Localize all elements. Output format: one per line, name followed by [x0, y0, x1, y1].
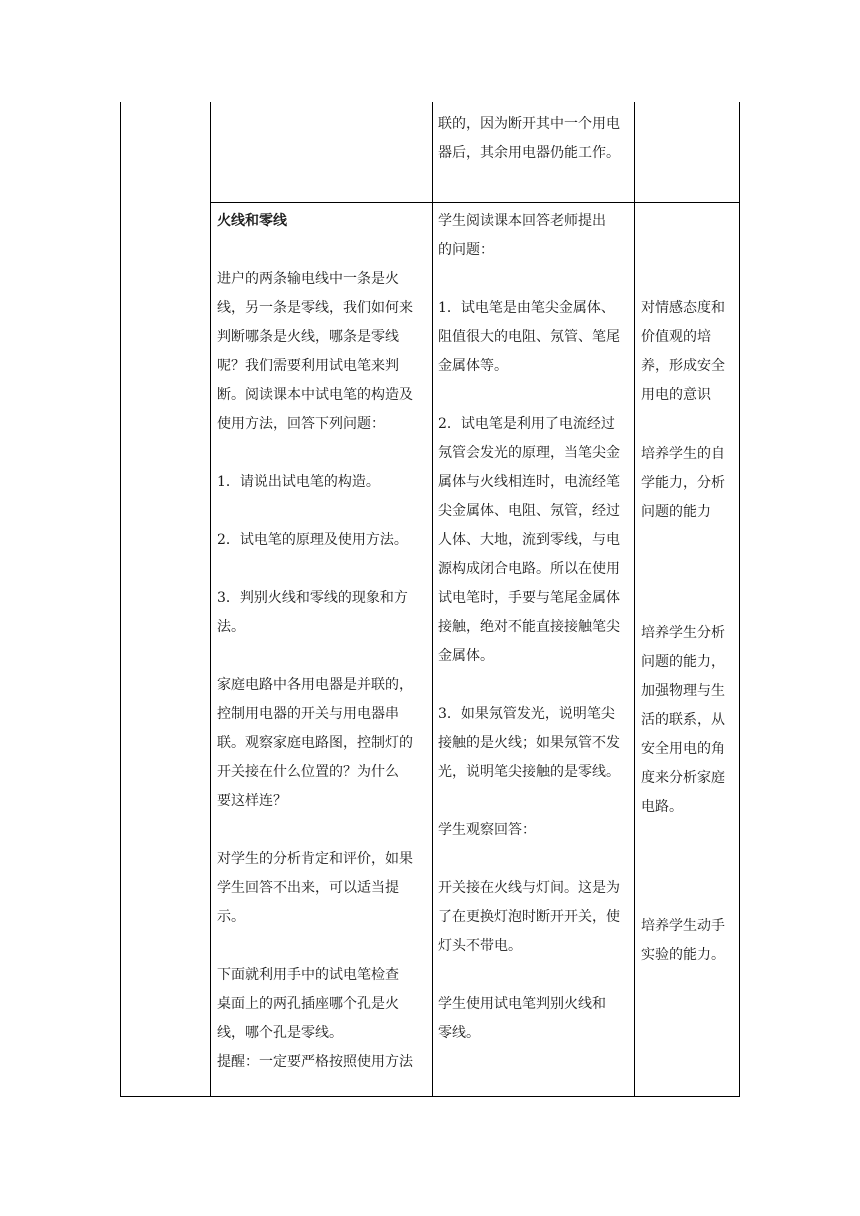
section-title: 火线和零线	[217, 213, 287, 229]
answer-3-line-1: 3．如果氖管发光，说明笔尖	[438, 706, 615, 722]
intro-line-5: 断。阅读课本中试电笔的构造及	[217, 387, 413, 403]
goal-3-line-7: 电路。	[641, 799, 683, 815]
student-intro-line-2: 的问题：	[438, 242, 494, 258]
question-3-line-2: 法。	[217, 619, 245, 635]
switch-line-2: 了在更换灯泡时断开开关，使	[438, 909, 620, 925]
goal-3-line-6: 度来分析家庭	[641, 770, 725, 786]
test-line-1: 下面就利用手中的试电笔检查	[217, 967, 399, 983]
answer-1-line-3: 金属体等。	[438, 358, 508, 374]
table-line-v1	[120, 102, 121, 1097]
intro-line-1: 进户的两条输电线中一条是火	[217, 271, 399, 287]
goal-3-line-5: 安全用电的角	[641, 741, 725, 757]
goal-4-line-2: 实验的能力。	[641, 947, 725, 963]
intro-line-6: 使用方法，回答下列问题：	[217, 416, 385, 432]
switch-line-3: 灯头不带电。	[438, 938, 522, 954]
goal-2-line-3: 问题的能力	[641, 504, 711, 520]
circuit-line-4: 开关接在什么位置的？为什么	[217, 764, 399, 780]
question-1: 1．请说出试电笔的构造。	[217, 474, 380, 490]
circuit-line-3: 联。观察家庭电路图，控制灯的	[217, 735, 413, 751]
intro-line-4: 呢？我们需要利用试电笔来判	[217, 358, 399, 374]
answer-2-line-6: 源构成闭合电路。所以在使用	[438, 561, 620, 577]
answer-3-line-3: 光，说明笔尖接触的是零线。	[438, 764, 620, 780]
goal-2-line-1: 培养学生的自	[641, 446, 725, 462]
answer-2-line-7: 试电笔时，手要与笔尾金属体	[438, 590, 620, 606]
question-2: 2．试电笔的原理及使用方法。	[217, 532, 408, 548]
circuit-line-1: 家庭电路中各用电器是并联的，	[217, 677, 413, 693]
test-line-2: 桌面上的两孔插座哪个孔是火	[217, 996, 399, 1012]
table-line-v5	[739, 102, 740, 1097]
answer-2-line-3: 属体与火线相连时，电流经笔	[438, 474, 620, 490]
switch-line-1: 开关接在火线与灯间。这是为	[438, 880, 620, 896]
row1-line-1: 联的，因为断开其中一个用电	[438, 116, 620, 132]
answer-1-line-2: 阻值很大的电阻、氖管、笔尾	[438, 329, 620, 345]
intro-line-2: 线，另一条是零线，我们如何来	[217, 300, 413, 316]
goal-1-line-2: 价值观的培	[641, 329, 711, 345]
table-line-v2	[210, 102, 211, 1097]
goal-block-1	[641, 294, 737, 410]
goal-3-line-1: 培养学生分析	[641, 625, 725, 641]
answer-2-line-1: 2．试电笔是利用了电流经过	[438, 416, 615, 432]
question-3-line-1: 3．判别火线和零线的现象和方	[217, 590, 408, 606]
intro-line-3: 判断哪条是火线，哪条是零线	[217, 329, 399, 345]
goal-2-line-2: 学能力，分析	[641, 475, 725, 491]
goal-block-2	[641, 440, 737, 527]
evaluate-line-2: 学生回答不出来，可以适当提	[217, 880, 399, 896]
answer-2-line-9: 金属体。	[438, 648, 494, 664]
circuit-line-5: 要这样连？	[217, 793, 287, 809]
test-line-4: 提醒：一定要严格按照使用方法	[217, 1054, 413, 1070]
circuit-line-2: 控制用电器的开关与用电器串	[217, 706, 399, 722]
test-line-3: 线，哪个孔是零线。	[217, 1025, 343, 1041]
table-line-v3	[432, 102, 433, 1097]
answer-1-line-1: 1．试电笔是由笔尖金属体、	[438, 300, 615, 316]
goal-3-line-2: 问题的能力，	[641, 654, 725, 670]
goal-block-4	[641, 912, 737, 970]
row1-line-2: 器后，其余用电器仍能工作。	[438, 145, 620, 161]
use-line-1: 学生使用试电笔判别火线和	[438, 996, 606, 1012]
goal-4-line-1: 培养学生动手	[641, 918, 725, 934]
table-line-v4	[634, 102, 635, 1097]
row1-student-cell	[438, 110, 632, 168]
evaluate-line-3: 示。	[217, 909, 245, 925]
use-line-2: 零线。	[438, 1025, 480, 1041]
observe-line: 学生观察回答：	[438, 822, 536, 838]
teacher-activity-cell	[217, 207, 429, 1077]
evaluate-line-1: 对学生的分析肯定和评价，如果	[217, 851, 413, 867]
answer-2-line-2: 氖管会发光的原理，当笔尖金	[438, 445, 620, 461]
answer-2-line-5: 人体、大地，流到零线，与电	[438, 532, 620, 548]
student-intro-line-1: 学生阅读课本回答老师提出	[438, 213, 606, 229]
goal-3-line-3: 加强物理与生	[641, 683, 725, 699]
table-line-h-mid	[210, 202, 740, 203]
table-line-h-bottom	[120, 1096, 740, 1097]
answer-3-line-2: 接触的是火线；如果氖管不发	[438, 735, 620, 751]
answer-2-line-8: 接触，绝对不能直接接触笔尖	[438, 619, 620, 635]
goal-1-line-4: 用电的意识	[641, 387, 711, 403]
answer-2-line-4: 尖金属体、电阻、氖管，经过	[438, 503, 620, 519]
student-activity-cell	[438, 207, 632, 1048]
goal-1-line-1: 对情感态度和	[641, 300, 725, 316]
goal-1-line-3: 养，形成安全	[641, 358, 725, 374]
goal-block-3	[641, 619, 737, 822]
goal-3-line-4: 活的联系，从	[641, 712, 725, 728]
